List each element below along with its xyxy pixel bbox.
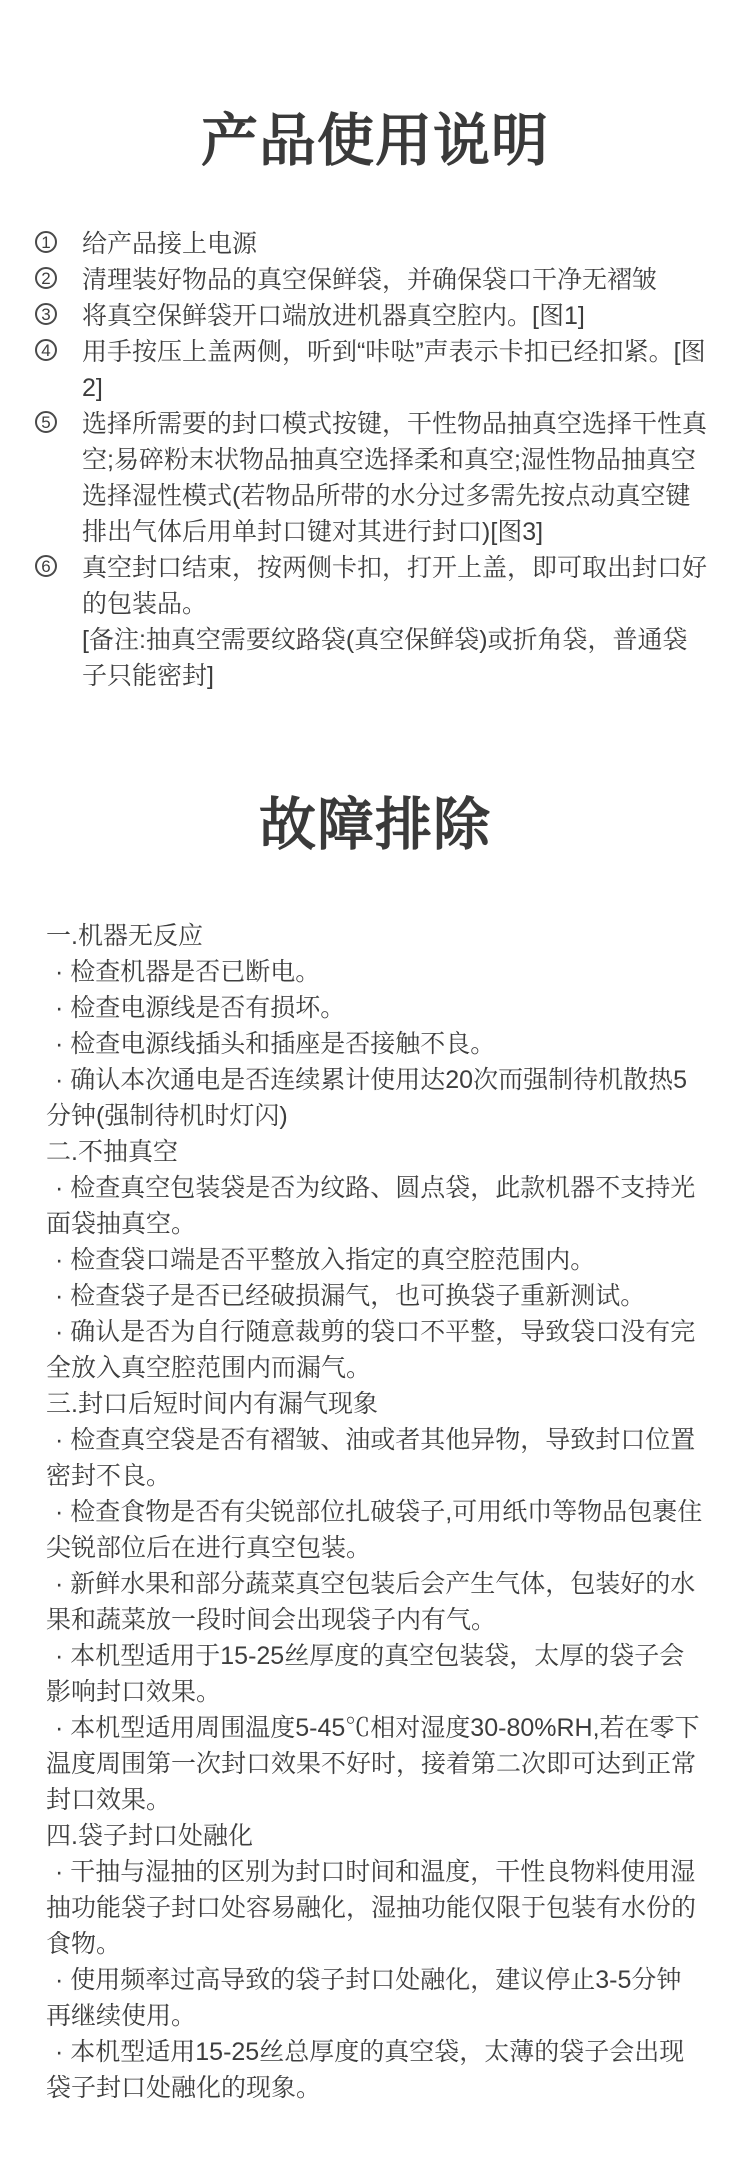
trouble-item: · 本机型适用15-25丝总厚度的真空袋，太薄的袋子会出现袋子封口处融化的现象。 bbox=[46, 2038, 685, 2102]
trouble-item: · 检查电源线是否有损坏。 bbox=[55, 994, 346, 1022]
step-number-column bbox=[35, 226, 82, 253]
trouble-item: · 检查袋子是否已经破损漏气，也可换袋子重新测试。 bbox=[55, 1282, 646, 1310]
trouble-item: · 检查真空袋是否有褶皱、油或者其他异物，导致封口位置密封不良。 bbox=[46, 1426, 696, 1490]
usage-step bbox=[35, 298, 712, 334]
trouble-item: · 本机型适用于15-25丝厚度的真空包装袋，太厚的袋子会影响封口效果。 bbox=[46, 1642, 685, 1706]
trouble-item: · 新鲜水果和部分蔬菜真空包装后会产生气体，包装好的水果和蔬菜放一段时间会出现袋子内有气。 bbox=[46, 1570, 696, 1634]
step-number-circle bbox=[35, 267, 57, 289]
trouble-item: · 确认是否为自行随意裁剪的袋口不平整，导致袋口没有完全放入真空腔范围内而漏气。 bbox=[46, 1318, 696, 1382]
trouble-section-heading: 二.不抽真空 bbox=[46, 1138, 178, 1166]
step-number: 5 bbox=[41, 412, 51, 432]
step-number-column bbox=[35, 298, 82, 325]
trouble-item: · 干抽与湿抽的区别为封口时间和温度，干性良物料使用湿抽功能袋子封口处容易融化，湿抽功能仅限于包装有水份的食物。 bbox=[46, 1858, 697, 1958]
usage-title: 产品使用说明 bbox=[201, 109, 549, 173]
trouble-item: · 检查食物是否有尖锐部位扎破袋子,可用纸巾等物品包裹住尖锐部位后在进行真空包装。 bbox=[46, 1498, 703, 1562]
step-text: 给产品接上电源 bbox=[82, 230, 258, 258]
trouble-section-heading: 一.机器无反应 bbox=[46, 922, 203, 950]
troubleshooting-body bbox=[0, 918, 750, 2106]
trouble-item: · 确认本次通电是否连续累计使用达20次而强制待机散热5分钟(强制待机时灯闪) bbox=[46, 1066, 687, 1130]
step-text: 真空封口结束，按两侧卡扣，打开上盖，即可取出封口好的包装品。 bbox=[82, 554, 708, 618]
step-number: 6 bbox=[41, 556, 51, 576]
step-number-column bbox=[35, 262, 82, 289]
usage-step bbox=[35, 406, 712, 550]
usage-step bbox=[35, 226, 712, 262]
usage-step bbox=[35, 334, 712, 406]
step-number-circle bbox=[35, 555, 57, 577]
trouble-item: · 使用频率过高导致的袋子封口处融化，建议停止3-5分钟再继续使用。 bbox=[46, 1966, 682, 2030]
usage-step bbox=[35, 262, 712, 298]
usage-note: [备注:抽真空需要纹路袋(真空保鲜袋)或折角袋，普通袋子只能密封] bbox=[82, 626, 688, 690]
trouble-item: · 检查电源线插头和插座是否接触不良。 bbox=[55, 1030, 496, 1058]
step-number-column bbox=[35, 550, 82, 577]
step-number-circle bbox=[35, 339, 57, 361]
trouble-item: · 本机型适用周围温度5-45℃相对湿度30-80%RH,若在零下温度周围第一次封口效果不好时，接着第二次即可达到正常封口效果。 bbox=[46, 1714, 700, 1814]
usage-steps bbox=[0, 226, 750, 694]
trouble-section-heading: 四.袋子封口处融化 bbox=[46, 1822, 253, 1850]
usage-step bbox=[35, 550, 712, 622]
usage-note-row bbox=[35, 622, 712, 694]
step-text: 清理装好物品的真空保鲜袋，并确保袋口干净无褶皱 bbox=[82, 266, 658, 294]
step-number-circle bbox=[35, 303, 57, 325]
step-text: 将真空保鲜袋开口端放进机器真空腔内。[图1] bbox=[82, 302, 585, 330]
step-number-circle bbox=[35, 411, 57, 433]
trouble-item: · 检查真空包装袋是否为纹路、圆点袋，此款机器不支持光面袋抽真空。 bbox=[46, 1174, 696, 1238]
step-text: 用手按压上盖两侧，听到“咔哒”声表示卡扣已经扣紧。[图2] bbox=[82, 338, 706, 402]
step-number: 4 bbox=[41, 340, 51, 360]
troubleshooting-title: 故障排除 bbox=[259, 793, 491, 857]
step-number-circle bbox=[35, 231, 57, 253]
step-number: 2 bbox=[41, 268, 51, 288]
step-number: 3 bbox=[41, 304, 51, 324]
trouble-item: · 检查机器是否已断电。 bbox=[55, 958, 321, 986]
step-text: 选择所需要的封口模式按键，干性物品抽真空选择干性真空;易碎粉末状物品抽真空选择柔和真空;湿性物品抽真空选择湿性模式(若物品所带的水分过多需先按点动真空键排出气体后用单封口键对其进行封口)[图3] bbox=[82, 410, 708, 546]
trouble-item: · 检查袋口端是否平整放入指定的真空腔范围内。 bbox=[55, 1246, 596, 1274]
step-number: 1 bbox=[41, 232, 51, 252]
trouble-section-heading: 三.封口后短时间内有漏气现象 bbox=[46, 1390, 378, 1418]
step-number-column bbox=[35, 334, 82, 361]
step-number-column bbox=[35, 406, 82, 433]
